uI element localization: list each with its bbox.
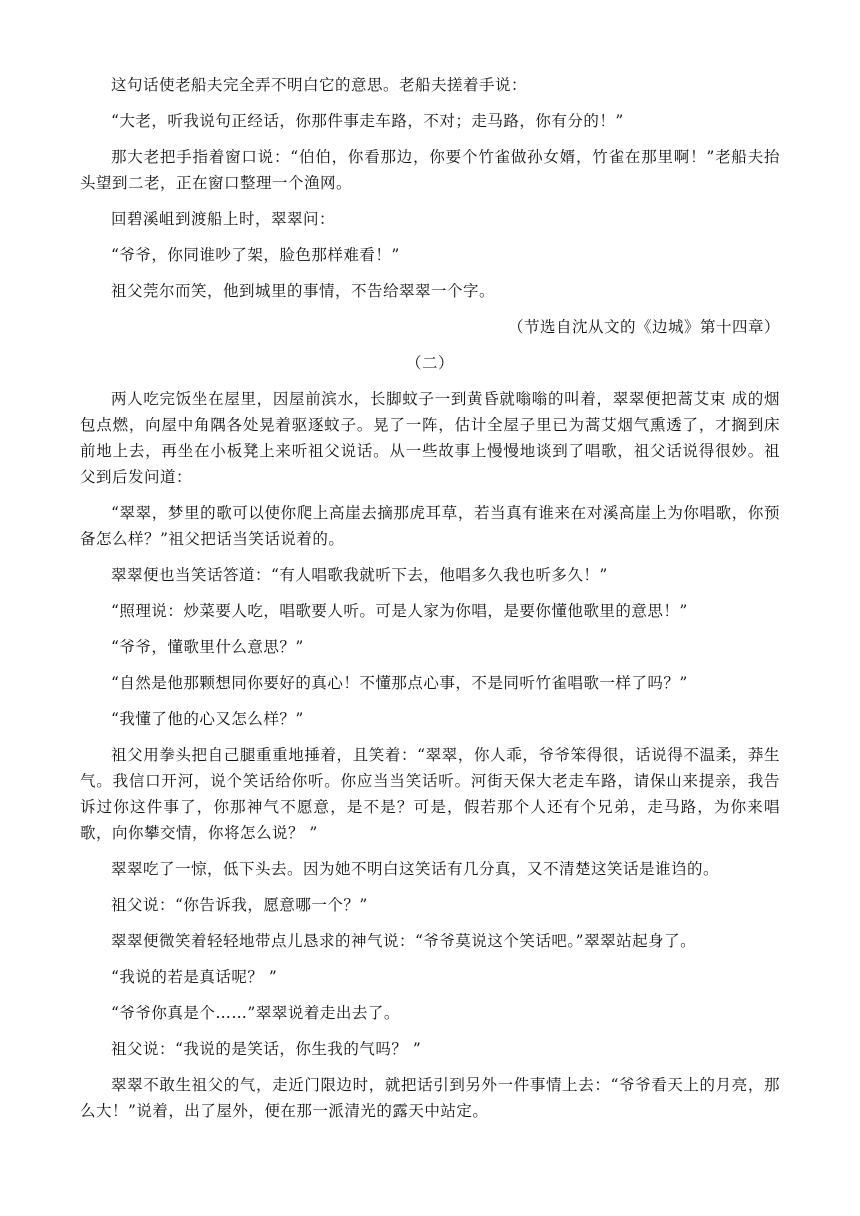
source-note: （节选自沈从文的《边城》第十四章）	[507, 318, 780, 336]
paragraph: “照理说：炒菜要人吃，唱歌要人听。可是人家为你唱，是要你懂他歌里的意思！”	[111, 602, 688, 620]
paragraph: “爷爷，懂歌里什么意思？”	[111, 638, 304, 656]
paragraph: “爷爷你真是个……”翠翠说着走出去了。	[111, 1004, 400, 1022]
paragraph: “自然是他那颗想同你要好的真心！不懂那点心事，不是同听竹雀唱歌一样了吗？”	[111, 674, 688, 692]
paragraph: “翠翠，梦里的歌可以使你爬上高崖去摘那虎耳草，若当真有谁来在对溪高崖上为你唱歌，你预备怎么样？”祖父把话当笑话说着的。	[80, 504, 780, 548]
paragraph: 两人吃完饭坐在屋里，因屋前滨水，长脚蚊子一到黄昏就嗡嗡的叫着，翠翠便把蒿艾束 成的烟包点燃，向屋中角隅各处晃着驱逐蚊子。晃了一阵，估计全屋子里已为蒿艾烟气熏透了，才搁到床前地上去，再坐在小板凳上来听祖父说话。从一些故事上慢慢地谈到了唱歌，祖父话说得很妙。祖父到后发问道：	[80, 390, 780, 486]
paragraph: 这句话使老船夫完全弄不明白它的意思。老船夫搓着手说：	[111, 76, 528, 94]
paragraph: “我懂了他的心又怎么样？”	[111, 710, 304, 728]
paragraph: 祖父用拳头把自己腿重重地捶着，且笑着：“翠翠，你人乖，爷爷笨得很，话说得不温柔，莽生气。我信口开河，说个笑话给你听。你应当当笑话听。河街天保大老走车路，请保山来提亲，我告诉过你这件事了，你那神气不愿意，是不是？可是，假若那个人还有个兄弟，走马路，为你来唱歌，向你攀交情，你将怎么说？ ”	[80, 746, 780, 842]
paragraph: 翠翠不敢生祖父的气，走近门限边时，就把话引到另外一件事情上去：“爷爷看天上的月亮，那么大！”说着，出了屋外，便在那一派清光的露天中站定。	[80, 1076, 780, 1120]
paragraph: “大老，听我说句正经话，你那件事走车路，不对；走马路，你有分的！”	[111, 112, 624, 130]
paragraph: “我说的若是真话呢？ ”	[111, 968, 278, 986]
paragraph: 祖父莞尔而笑，他到城里的事情，不告给翠翠一个字。	[111, 282, 496, 300]
document-page	[80, 72, 780, 1134]
paragraph: 祖父说：“我说的是笑话，你生我的气吗？ ”	[111, 1040, 422, 1058]
paragraph: 祖父说：“你告诉我，愿意哪一个？”	[111, 896, 368, 914]
paragraph: “爷爷，你同谁吵了架，脸色那样难看！”	[111, 246, 400, 264]
paragraph: 翠翠便也当笑话答道：“有人唱歌我就听下去，他唱多久我也听多久！”	[111, 566, 608, 584]
paragraph: 翠翠便微笑着轻轻地带点儿恳求的神气说：“爷爷莫说这个笑话吧。”翠翠站起身了。	[111, 932, 697, 950]
section-heading: （二）	[405, 354, 454, 372]
paragraph: 翠翠吃了一惊，低下头去。因为她不明白这笑话有几分真，又不清楚这笑话是谁诌的。	[111, 860, 720, 878]
paragraph: 那大老把手指着窗口说：“伯伯，你看那边，你要个竹雀做孙女婿，竹雀在那里啊！”老船夫抬头望到二老，正在窗口整理一个渔网。	[80, 148, 780, 192]
paragraph: 回碧溪岨到渡船上时，翠翠问：	[111, 210, 336, 228]
